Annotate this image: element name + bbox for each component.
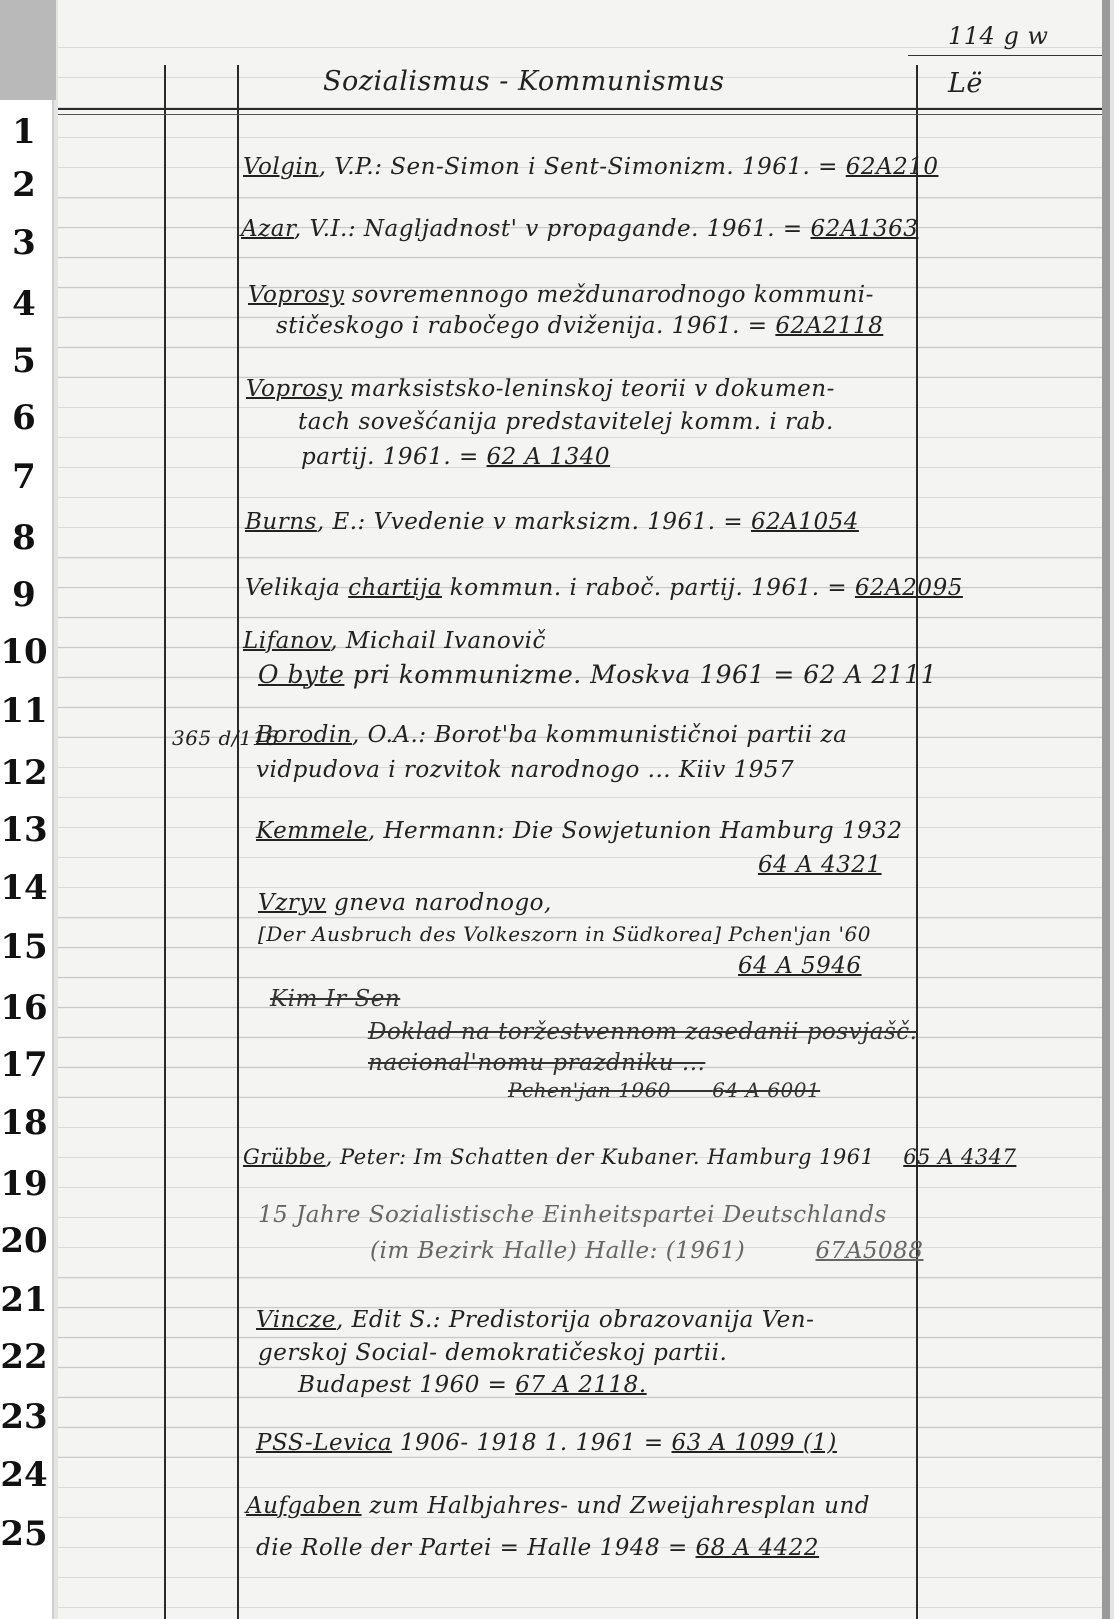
line-number: 24 xyxy=(0,1455,48,1495)
line-number: 25 xyxy=(0,1514,48,1554)
line-number: 2 xyxy=(12,165,36,205)
entry-author: Burns xyxy=(245,509,317,535)
entry-line-24 xyxy=(246,1493,870,1519)
line-number: 14 xyxy=(0,868,48,908)
entry-text: , E.: Vvedenie v marksizm. 1961. = xyxy=(316,509,751,535)
entry-text: , V.I.: Nagljadnost' v propagande. 1961. = xyxy=(293,216,811,242)
entry-line-20 xyxy=(370,1238,923,1264)
entry-line-22-cont xyxy=(298,1372,647,1398)
entry-author: Aufgaben xyxy=(246,1493,362,1519)
entry-text: die Rolle der Partei = Halle 1948 = xyxy=(256,1535,696,1561)
page-edge xyxy=(1102,0,1110,1619)
line-number: 18 xyxy=(0,1103,48,1143)
line-number: 11 xyxy=(0,691,48,731)
line-number: 5 xyxy=(12,341,36,381)
corner-rule xyxy=(908,55,1102,56)
shelf-mark: 62A1363 xyxy=(810,216,919,242)
entry-text: gneva narodnogo, xyxy=(326,890,552,916)
line-number: 19 xyxy=(0,1164,48,1204)
entry-line-19: 15 Jahre Sozialistische Einheitspartei Deutschlands xyxy=(258,1202,887,1228)
struck-entry-author: Kim Ir Sen xyxy=(270,986,401,1012)
entry-line-15-code xyxy=(738,953,862,979)
entry-text: 1906- 1918 1. 1961 = xyxy=(392,1430,672,1456)
line-number: 17 xyxy=(0,1045,48,1085)
entry-text: Pchen'jan 1960 xyxy=(508,1078,672,1102)
entry-line-14 xyxy=(258,890,552,916)
line-number: 1 xyxy=(12,112,36,152)
shelf-mark: 68 A 4422 xyxy=(695,1535,820,1561)
line-number: 15 xyxy=(0,927,48,967)
entry-author: Borodin xyxy=(256,722,352,748)
entry-line-4-cont xyxy=(276,313,883,339)
entry-text: , O.A.: Borot'ba kommunističnoi partii za xyxy=(351,722,848,748)
entry-text: Velikaja xyxy=(245,575,349,601)
entry-line-8 xyxy=(245,509,859,535)
entry-line-10-cont xyxy=(258,660,937,689)
shelf-mark: 62 A 1340 xyxy=(486,444,611,470)
entry-line-2 xyxy=(243,154,939,180)
entry-line-12 xyxy=(256,757,794,783)
entry-line-13 xyxy=(256,818,903,844)
entry-line-23 xyxy=(256,1430,837,1456)
entry-author: Azar xyxy=(241,216,294,242)
entry-line-18 xyxy=(243,1145,1016,1169)
entry-author: Kemmele xyxy=(256,818,368,844)
entry-text: marksistsko-leninskoj teorii v dokumen- xyxy=(342,376,835,402)
entry-text: sovremennogo meždunarodnogo kommuni- xyxy=(344,282,874,308)
entry-line-6 xyxy=(298,409,834,435)
margin-rule-left xyxy=(164,65,166,1619)
entry-author: chartija xyxy=(348,575,442,601)
shelf-mark: 67A5088 xyxy=(815,1238,924,1264)
entry-text: , Hermann: Die Sowjetunion Hamburg 1932 xyxy=(367,818,903,844)
shelf-mark: 63 A 1099 (1) xyxy=(671,1430,837,1456)
line-number: 16 xyxy=(0,988,48,1028)
entry-text: vidpudova i rozvitok narodnogo ... Kiiv 1957 xyxy=(256,757,795,783)
entry-author: Voprosy xyxy=(246,376,343,402)
entry-text: tach sovešćanija predstavitelej komm. i rab. xyxy=(298,409,834,435)
shelf-mark: 62A2095 xyxy=(854,575,963,601)
entry-text: , Peter: Im Schatten der Kubaner. Hamburg 1961 xyxy=(325,1145,875,1169)
line-number: 7 xyxy=(12,457,36,497)
shelf-mark: 62A210 xyxy=(845,154,939,180)
header-rule xyxy=(58,108,1102,110)
line-number: 12 xyxy=(0,753,48,793)
entry-line-25 xyxy=(256,1535,819,1561)
entry-line-10 xyxy=(243,628,546,654)
margin-rule-right xyxy=(916,65,918,1619)
shelf-mark: 64 A 4321 xyxy=(758,852,882,878)
entry-text: , Michail Ivanovič xyxy=(330,628,546,654)
line-number: 21 xyxy=(0,1280,48,1320)
line-number: 23 xyxy=(0,1397,48,1437)
line-number: 4 xyxy=(12,284,36,324)
shelf-mark: 65 A 4347 xyxy=(903,1145,1017,1169)
line-number: 8 xyxy=(12,518,36,558)
entry-text: stičeskogo i rabočego dviženija. 1961. = xyxy=(276,313,776,339)
entry-text: , Edit S.: Predistorija obrazovanija Ven- xyxy=(336,1307,815,1333)
entry-text: gerskoj Social- demokratičeskoj partii. xyxy=(258,1340,728,1366)
entry-line-13-code xyxy=(758,852,882,878)
line-number: 10 xyxy=(0,632,48,672)
entry-author: Voprosy xyxy=(248,282,345,308)
entry-author: O byte xyxy=(258,660,345,689)
entry-line-22 xyxy=(258,1340,727,1366)
margin-rule-inner xyxy=(237,65,239,1619)
header-right-mark: Lë xyxy=(948,68,983,99)
entry-line-11 xyxy=(256,722,847,748)
line-number-gutter xyxy=(0,100,54,1619)
entry-author: Lifanov xyxy=(243,628,331,654)
entry-text: partij. 1961. = xyxy=(301,444,487,470)
entry-text: [Der Ausbruch des Volkeszorn in Südkorea] Pchen'jan '60 xyxy=(258,922,871,946)
shelf-mark: 62A1054 xyxy=(750,509,859,535)
entry-text: , V.P.: Sen-Simon i Sent-Simonizm. 1961. = xyxy=(318,154,846,180)
shelf-mark: 62A2118 xyxy=(775,313,884,339)
ledger-page xyxy=(58,0,1110,1619)
entry-author: Vincze xyxy=(256,1307,336,1333)
entry-text: zum Halbjahres- und Zweijahresplan und xyxy=(361,1493,871,1519)
line-number: 3 xyxy=(12,223,36,263)
header-rule-thin xyxy=(58,114,1102,115)
entry-text: pri kommunizme. Moskva 1961 = 62 A 2111 xyxy=(344,660,938,689)
line-number: 13 xyxy=(0,810,48,850)
entry-line-21 xyxy=(256,1307,814,1333)
gutter-top-shade xyxy=(0,0,56,100)
struck-entry-title: Doklad na toržestvennom zasedanii posvjašč. xyxy=(368,1019,918,1045)
entry-line-4 xyxy=(248,282,874,308)
entry-text: kommun. i raboč. partij. 1961. = xyxy=(441,575,855,601)
entry-line-3 xyxy=(241,216,918,242)
entry-line-5 xyxy=(246,376,835,402)
entry-text: (im Bezirk Halle) Halle: (1961) xyxy=(370,1238,746,1264)
line-number: 22 xyxy=(0,1337,48,1377)
entry-line-14-cont xyxy=(258,922,871,946)
struck-entry-title-cont: nacional'nomu prazdniku ... xyxy=(368,1050,706,1076)
page-title: Sozialismus - Kommunismus xyxy=(323,66,725,97)
line-number: 6 xyxy=(12,398,36,438)
shelf-mark: 64 A 5946 xyxy=(738,953,862,979)
entry-author: PSS-Levica xyxy=(256,1430,393,1456)
corner-number: 114 g w xyxy=(948,22,1049,50)
line-number: 20 xyxy=(0,1221,48,1261)
entry-line-9 xyxy=(245,575,963,601)
entry-text: Budapest 1960 = xyxy=(298,1372,516,1398)
entry-author: Volgin xyxy=(243,154,319,180)
struck-entry-imprint xyxy=(508,1078,820,1102)
line-number: 9 xyxy=(12,575,36,615)
entry-line-7 xyxy=(301,444,610,470)
entry-author: Vzryv xyxy=(258,890,327,916)
margin-note: 365 d/116 xyxy=(172,726,279,750)
shelf-mark: 64 A 6001 xyxy=(712,1078,821,1102)
entry-author: Grübbe xyxy=(243,1145,326,1169)
shelf-mark: 67 A 2118. xyxy=(515,1372,647,1398)
